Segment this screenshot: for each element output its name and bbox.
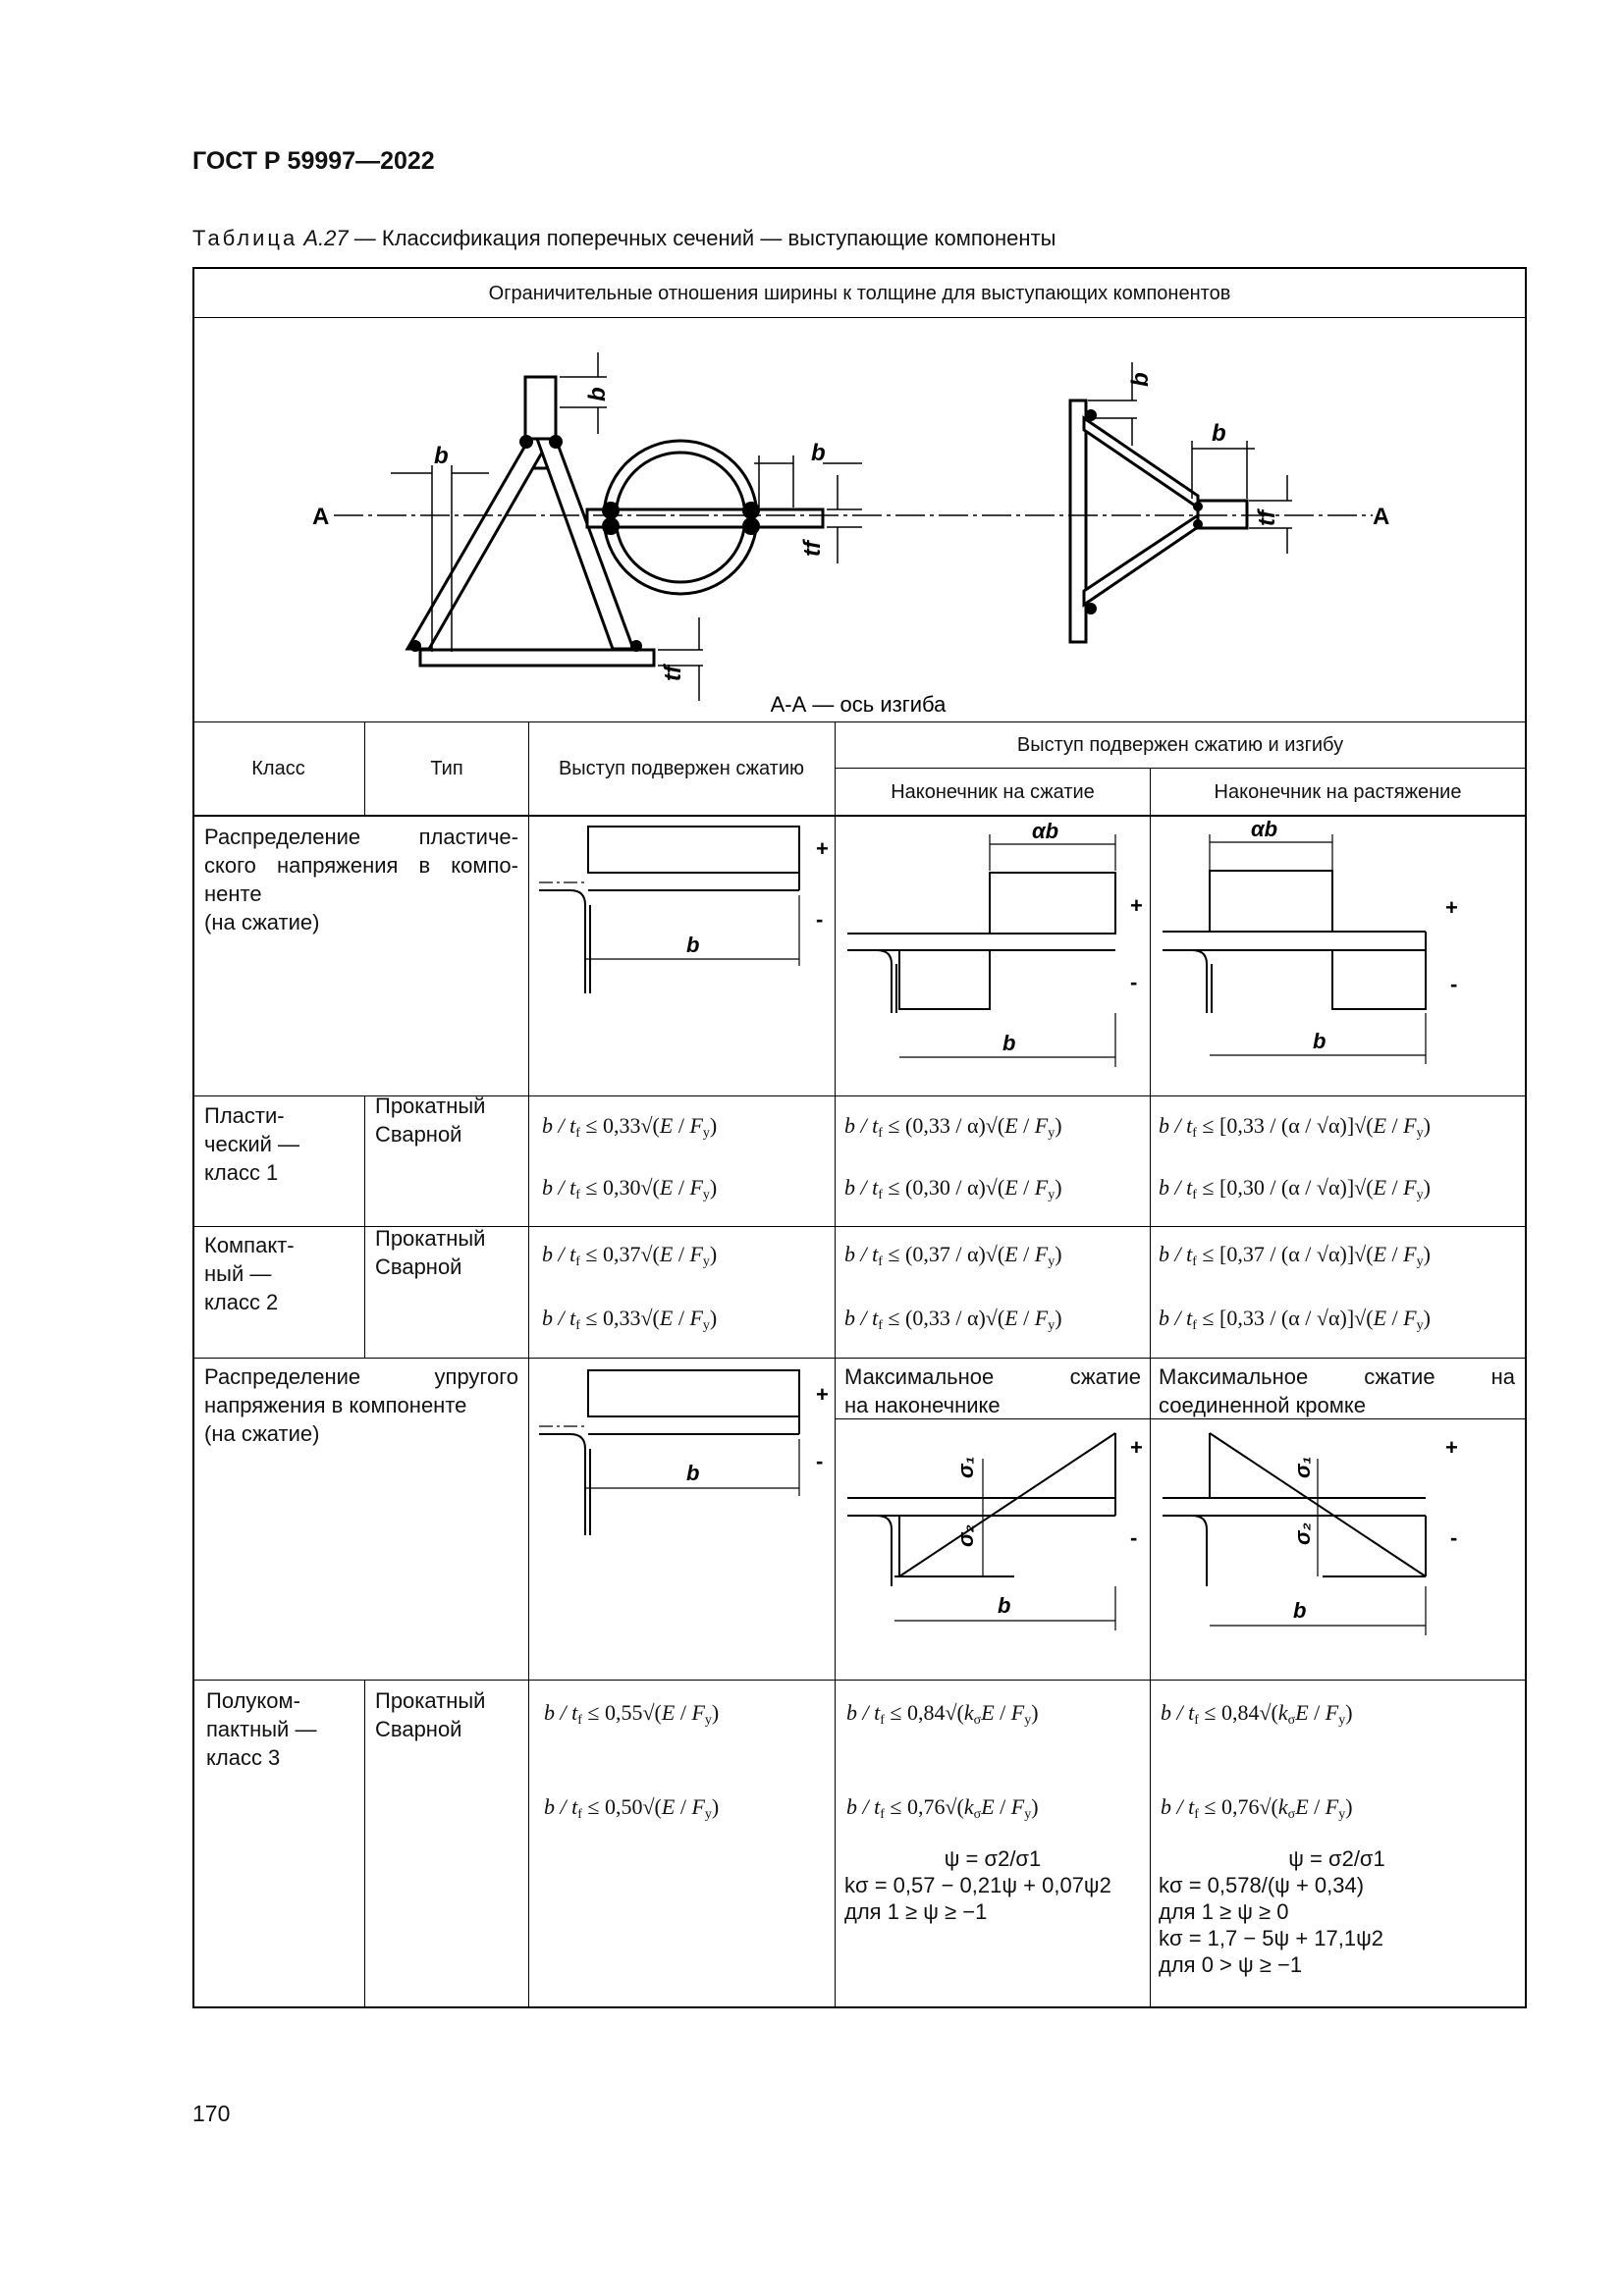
elastic-compression-diagram [529, 1359, 835, 1575]
document-header: ГОСТ Р 59997—2022 [192, 147, 435, 175]
dim-b-2: b [1002, 1031, 1016, 1055]
formula-c1-rolled-comp: $b / t_f \le 0,33√(E / F_y)$ [542, 1113, 718, 1141]
class-1-name: Пласти- ческий — класс 1 [204, 1103, 300, 1185]
sign-plus-3: + [1445, 895, 1458, 920]
sign-minus-6: - [1450, 1525, 1458, 1550]
sign-minus-5: - [1130, 1525, 1138, 1550]
formula-c2-rolled-comp: $b / t_f \le 0,37√(E / F_y)$ [542, 1242, 718, 1269]
formula-c2-welded-comp: $b / t_f \le 0,33√(E / F_y)$ [542, 1306, 718, 1333]
edge-max-compression-label: Максимальное сжатие на соединенной кромке [1159, 1364, 1515, 1417]
sign-plus-4: + [816, 1382, 829, 1407]
fig-label-tf-3: tf [1254, 510, 1280, 526]
formula-c3-welded-tip: $b / t_f \le 0,76√(k_\sigma E / F_y)$ [846, 1794, 1039, 1822]
sign-minus-2: - [1130, 970, 1138, 994]
fig-label-b: b [584, 387, 611, 401]
cross-section-figure [194, 318, 1525, 721]
table-title: Ограничительные отношения ширины к толщине для выступающих компонентов [488, 282, 1231, 304]
header-type: Тип [430, 758, 463, 779]
formula-c1-welded-tip: $b / t_f \le (0,30 / \alpha)√(E / F_y)$ [844, 1175, 1062, 1202]
sigma-1: σ₁ [953, 1456, 978, 1478]
elastic-edge-compression-diagram [1151, 1419, 1525, 1680]
formula-c3-rolled-tip: $b / t_f \le 0,84√(k_\sigma E / F_y)$ [846, 1700, 1039, 1728]
formula-c2-rolled-tension: $b / t_f \le [0,37 / (\alpha / √\alpha)]√(E / F_y)$ [1159, 1242, 1431, 1269]
sign-minus-4: - [816, 1449, 824, 1473]
caption-number: А.27 [303, 226, 349, 250]
axis-caption: А-А — ось изгиба [770, 692, 947, 717]
plastic-distribution-label: Распределение пластиче- ского напряжения в компо- ненте (на сжатие) [204, 825, 518, 934]
formula-c1-welded-tension: $b / t_f \le [0,30 / (\alpha / √\alpha)]√(E / F_y)$ [1159, 1175, 1431, 1202]
table-caption [192, 226, 1056, 251]
dim-b: b [686, 933, 700, 957]
formula-c1-rolled-tension: $b / t_f \le [0,33 / (\alpha / √\alpha)]√(E / F_y)$ [1159, 1113, 1431, 1141]
header-compression: Выступ подвержен сжатию [558, 758, 805, 779]
fig-label-b-4: b [1127, 372, 1154, 387]
sign-plus-6: + [1445, 1435, 1458, 1460]
plastic-tip-tension-diagram [1151, 817, 1525, 1095]
dim-alpha-b: αb [1032, 819, 1059, 843]
formula-c3-welded-comp: $b / t_f \le 0,50√(E / F_y)$ [544, 1794, 720, 1822]
dim-alpha-b-2: αb [1251, 817, 1278, 841]
class-2-name: Компакт- ный — класс 2 [204, 1233, 295, 1314]
formula-c1-welded-comp: $b / t_f \le 0,30√(E / F_y)$ [542, 1175, 718, 1202]
header-class: Класс [251, 758, 305, 779]
formula-c2-welded-tip: $b / t_f \le (0,33 / \alpha)√(E / F_y)$ [844, 1306, 1062, 1333]
sign-minus: - [816, 907, 824, 932]
fig-label-b-3: b [811, 440, 826, 466]
caption-prefix: Таблица [192, 226, 298, 250]
fig-label-a-right: A [1373, 504, 1390, 530]
fig-label-tf-2: tf [799, 541, 826, 557]
formula-c2-rolled-tip: $b / t_f \le (0,37 / \alpha)√(E / F_y)$ [844, 1242, 1062, 1269]
sigma-1-2: σ₁ [1290, 1456, 1315, 1478]
fig-label-a-left: A [312, 504, 330, 530]
sign-minus-3: - [1450, 972, 1458, 996]
elastic-distribution-label: Распределение упругого напряжения в компоненте (на сжатие) [204, 1364, 518, 1446]
class-2-types: Прокатный Сварной [375, 1226, 486, 1279]
classification-table [192, 267, 1527, 2008]
class-3-types: Прокатный Сварной [375, 1688, 486, 1741]
formula-c2-welded-tension: $b / t_f \le [0,33 / (\alpha / √\alpha)]√(E / F_y)$ [1159, 1306, 1431, 1333]
formula-c3-welded-tension: $b / t_f \le 0,76√(k_\sigma E / F_y)$ [1161, 1794, 1353, 1822]
formula-c3-rolled-tension: $b / t_f \le 0,84√(k_\sigma E / F_y)$ [1161, 1700, 1353, 1728]
page-number: 170 [192, 2101, 231, 2126]
plastic-tip-compression-diagram [836, 817, 1150, 1095]
fig-label-tf: tf [660, 666, 686, 681]
class-3-tip-notes: ψ = σ2/σ1 kσ = 0,57 − 0,21ψ + 0,07ψ2 для 1 ≥ ψ ≥ −1 [844, 1846, 1111, 1924]
sign-plus: + [816, 836, 829, 861]
class-1-types: Прокатный Сварной [375, 1094, 486, 1147]
header-tip-tension: Наконечник на растяжение [1214, 780, 1462, 803]
caption-title: — Классификация поперечных сечений — выступающие компоненты [353, 226, 1056, 250]
fig-label-b-5: b [1212, 420, 1226, 447]
formula-c3-rolled-comp: $b / t_f \le 0,55√(E / F_y)$ [544, 1700, 720, 1728]
header-tip-compression: Наконечник на сжатие [891, 780, 1095, 803]
elastic-tip-compression-diagram [836, 1419, 1150, 1680]
plastic-compression-diagram [529, 817, 835, 1095]
sign-plus-5: + [1130, 1435, 1143, 1460]
sigma-2: σ₂ [953, 1524, 978, 1547]
dim-b-5: b [998, 1593, 1011, 1618]
dim-b-3: b [1313, 1029, 1326, 1053]
dim-b-4: b [686, 1461, 700, 1485]
class-3-edge-notes: ψ = σ2/σ1 kσ = 0,578/(ψ + 0,34) для 1 ≥ ψ ≥ 0 kσ = 1,7 − 5ψ + 17,1ψ2 для 0 > ψ ≥ −1 [1159, 1846, 1385, 1977]
sign-plus-2: + [1130, 893, 1143, 918]
header-compression-bending: Выступ подвержен сжатию и изгибу [1016, 734, 1344, 756]
formula-c1-rolled-tip: $b / t_f \le (0,33 / \alpha)√(E / F_y)$ [844, 1113, 1062, 1141]
tip-max-compression-label: Максимальное сжатие на наконечнике [844, 1364, 1141, 1417]
class-3-name: Полуком- пактный — класс 3 [206, 1688, 317, 1770]
fig-label-b-2: b [434, 443, 449, 469]
dim-b-6: b [1293, 1598, 1307, 1623]
sigma-2-2: σ₂ [1290, 1522, 1315, 1545]
